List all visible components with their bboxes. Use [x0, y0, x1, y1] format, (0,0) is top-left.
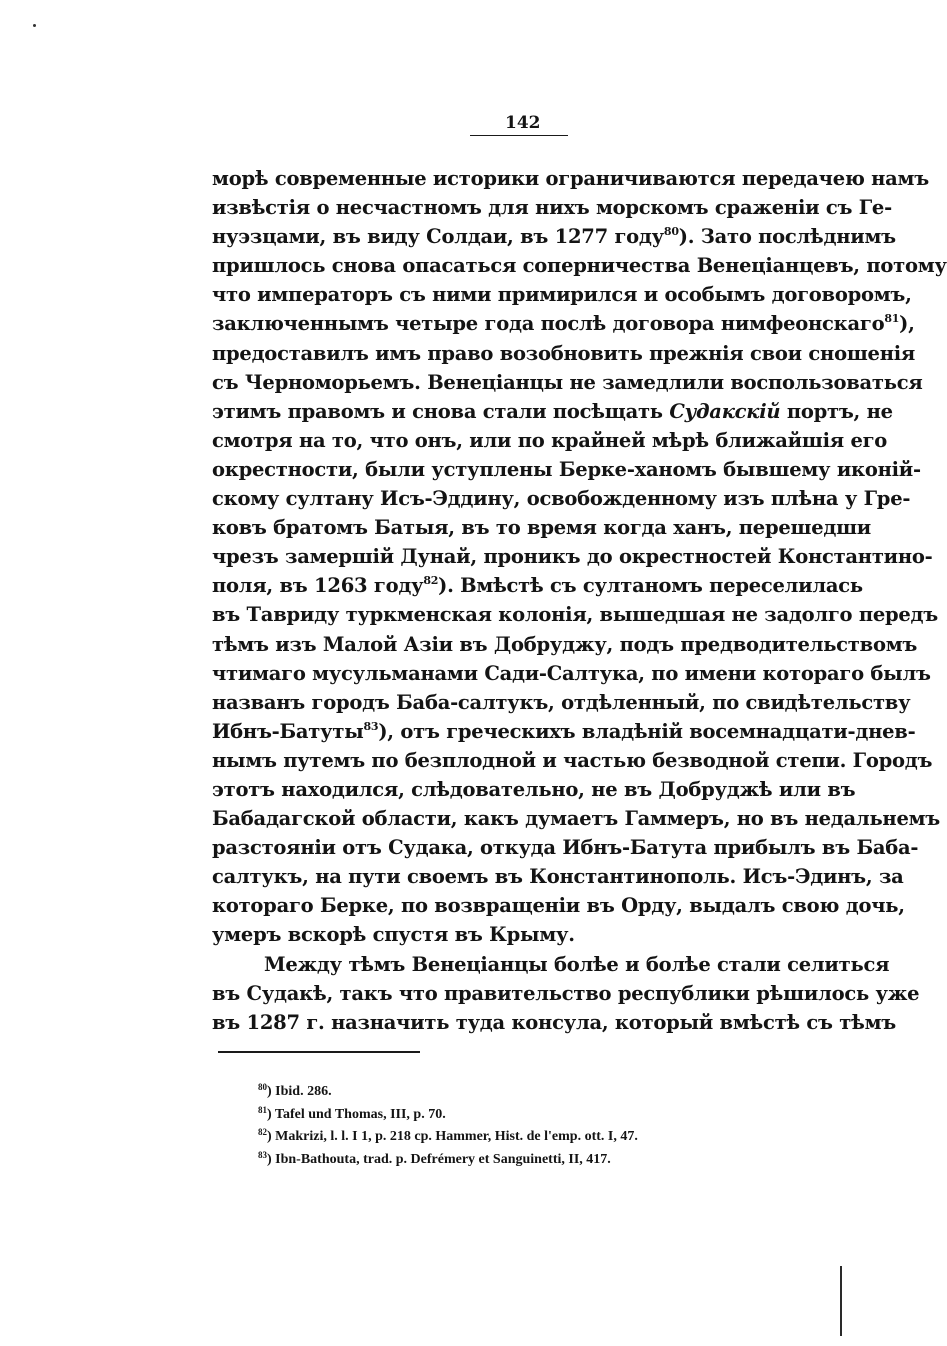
text-line: Между тѣмъ Венеціанцы болѣе и болѣе стали селиться [264, 952, 890, 976]
scan-edge-mark [840, 1266, 842, 1336]
text-line: чрезъ замершій Дунай, проникъ до окрестностей Константино- [212, 545, 933, 569]
text-line: въ Судакѣ, такъ что правительство республики рѣшилось уже [212, 981, 920, 1005]
text-line: извѣстія о несчастномъ для нихъ морскомъ сраженіи съ Ге- [212, 196, 892, 220]
footnote-ref-81[interactable]: 81 [884, 312, 900, 326]
text-line: нымъ путемъ по безплодной и частью безводной степи. Городъ [212, 748, 933, 772]
footnote-ref-82[interactable]: 82 [423, 574, 439, 588]
footnotes [258, 1081, 818, 1172]
text-line: Бабадагской области, какъ думаетъ Гаммеръ, но въ недальнемъ [212, 807, 941, 831]
text-line: разстояніи отъ Судака, откуда Ибнъ-Батута прибылъ въ Баба- [212, 836, 919, 860]
text-line: этимъ правомъ и снова стали посѣщать Судакскій портъ, не [212, 399, 893, 423]
italic-place-name: Судакскій [669, 399, 781, 423]
text-line: смотря на то, что онъ, или по крайней мѣрѣ ближайшія его [212, 428, 888, 452]
page-number-rule [470, 135, 568, 136]
footnote-80: $^{80}$) Ibid. 286. [258, 1082, 332, 1099]
text-line: салтукъ, на пути своемъ въ Константинополь. Исъ-Эдинъ, за [212, 865, 904, 889]
text-line: заключеннымъ четыре года послѣ договора нимфеонскаго$^{81}$), [212, 312, 915, 336]
footnote-ref-83[interactable]: 83 [363, 719, 379, 733]
text-line: нуэзцами, въ виду Солдаи, въ 1277 году$^{80}$). Зато послѣднимъ [212, 225, 896, 249]
text-line: поля, въ 1263 году$^{82}$). Вмѣстѣ съ султаномъ переселилась [212, 574, 863, 598]
page-number: 142 [505, 113, 541, 133]
footnote-ref-80[interactable]: 80 [663, 225, 679, 239]
text-line: котораго Берке, по возвращеніи въ Орду, выдалъ свою дочь, [212, 894, 905, 918]
text-line: въ Тавриду туркменская колонія, вышедшая не задолго передъ [212, 603, 939, 627]
footnote-83: $^{83}$) Ibn-Bathouta, trad. p. Defrémery et Sanguinetti, II, 417. [258, 1150, 611, 1168]
footnote-rule [218, 1051, 420, 1053]
text-line: тѣмъ изъ Малой Азіи въ Добруджу, подъ предводительствомъ [212, 632, 918, 656]
scan-speck [33, 24, 36, 27]
footnote-81: $^{81}$) Tafel und Thomas, III, p. 70. [258, 1104, 446, 1122]
body-text [212, 164, 947, 1037]
text-line: окрестности, были уступлены Берке-ханомъ бывшему иконій- [212, 457, 921, 481]
text-line: пришлось снова опасаться соперничества Венеціанцевъ, потому [212, 254, 947, 278]
text-line: скому султану Исъ-Эддину, освобожденному изъ плѣна у Гре- [212, 487, 911, 511]
text-line: что императоръ съ ними примирился и особымъ договоромъ, [212, 283, 912, 307]
text-line: въ 1287 г. назначить туда консула, который вмѣстѣ съ тѣмъ [212, 1010, 896, 1034]
footnote-82: $^{82}$) Makrizi, l. l. I 1, p. 218 cp. Hammer, Hist. de l'emp. ott. I, 47. [258, 1127, 638, 1145]
text-line: умеръ вскорѣ спустя въ Крыму. [212, 923, 575, 947]
text-line: названъ городъ Баба-салтукъ, отдѣленный, по свидѣтельству [212, 690, 911, 714]
text-line: съ Черноморьемъ. Венеціанцы не замедлили воспользоваться [212, 370, 923, 394]
text-line: чтимаго мусульманами Сади-Салтука, по имени котораго былъ [212, 661, 931, 685]
text-line: Ибнъ-Батуты$^{83}$), отъ греческихъ владѣній восемнадцати-днев- [212, 719, 916, 743]
text-line: предоставилъ имъ право возобновить прежнія свои сношенія [212, 341, 916, 365]
text-line: морѣ современные историки ограничиваются передачею намъ [212, 167, 929, 190]
text-line: этотъ находился, слѣдовательно, не въ Добруджѣ или въ [212, 777, 856, 801]
text-line: ковъ братомъ Батыя, въ то время когда ханъ, перешедши [212, 516, 872, 540]
